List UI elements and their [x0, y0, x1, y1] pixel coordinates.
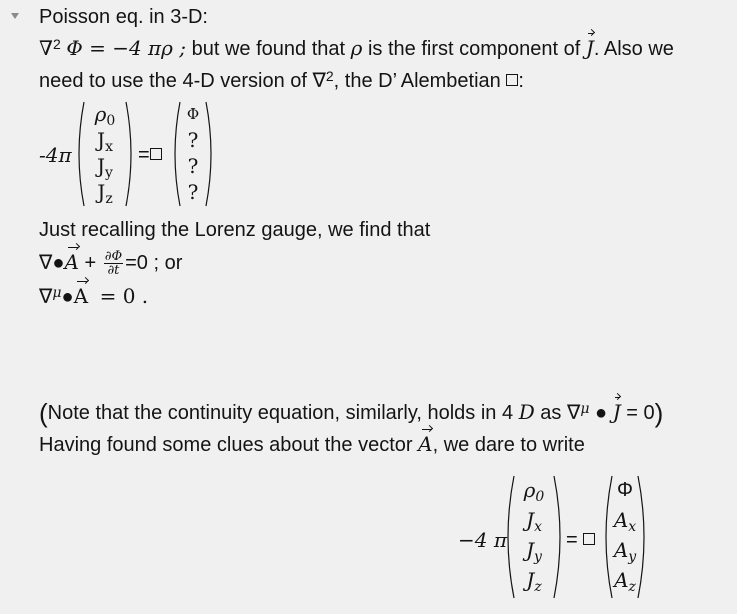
- lorenz-equation-1: [39, 250, 182, 277]
- nabla-symbol: ∇: [39, 36, 53, 60]
- text-first-component: is the first component of: [367, 38, 581, 60]
- matrix2-equals: =: [566, 528, 595, 552]
- equals-zero-or: =0 ; or: [125, 252, 183, 274]
- nabla-exponent-2: 2: [325, 67, 334, 84]
- dot-operator: ●: [61, 286, 74, 308]
- lorenz-equation-2: [39, 284, 148, 311]
- vector-a-serif: A: [73, 284, 89, 308]
- matrix1-right-cell: Φ: [186, 105, 200, 123]
- matrix2-right-cell: Ax: [613, 508, 637, 535]
- dot-operator: ●: [595, 402, 608, 424]
- matrix2-right-close-paren: [636, 474, 652, 600]
- text-also-we: . Also we: [593, 38, 674, 60]
- text-need-4d: need to use the 4-D version of ∇: [39, 70, 326, 92]
- nabla-exponent: 2: [52, 35, 61, 52]
- note-text: Note that the continuity equation, similarly, holds in 4: [47, 402, 514, 424]
- vector-a: A: [64, 250, 79, 274]
- dare-to-write-text: , we dare to write: [432, 434, 585, 456]
- having-text: Having found some clues about the vector: [39, 434, 413, 456]
- matrix2-left-cell: Jz: [526, 568, 542, 595]
- equals-zero: = 0 .: [99, 284, 149, 308]
- partial-derivative-fraction: $\frac{\partial\Phi}{\partial t}$: [104, 249, 123, 279]
- matrix2-right-cell: Φ: [617, 479, 633, 501]
- poisson-line: [39, 36, 674, 62]
- plus-sign: +: [84, 252, 97, 274]
- matrix1-right-close-paren: [204, 100, 218, 208]
- mu-superscript: μ: [52, 284, 62, 301]
- dalembertian-box-icon: [150, 148, 162, 160]
- matrix1-left-close-paren: [124, 100, 138, 208]
- equals-zero: = 0: [626, 402, 655, 424]
- matrix1-left-vector: [84, 100, 126, 208]
- text-dalembetian: , the D’ Alembetian: [333, 70, 501, 92]
- as-nabla: as ∇: [540, 402, 581, 424]
- collapse-triangle-icon[interactable]: [11, 13, 19, 19]
- continuity-note: [39, 398, 663, 427]
- matrix1-right-cell: ?: [187, 128, 199, 152]
- matrix2-left-cell: Jy: [526, 538, 542, 565]
- text-but-we-found: but we found that: [191, 38, 346, 60]
- matrix2-left-vector: [514, 474, 554, 600]
- dalembertian-box-icon: [506, 74, 518, 86]
- matrix2-left-cell: Jx: [526, 508, 542, 535]
- matrix2-left-cell: ρ0: [523, 478, 545, 505]
- lorenz-gauge-text: Just recalling the Lorenz gauge, we find that: [39, 219, 431, 241]
- matrix2-coefficient: −4 π: [458, 528, 507, 552]
- poisson-equation: Φ = −4 πρ ;: [66, 36, 187, 60]
- section-heading: Poisson eq. in 3-D:: [39, 6, 208, 28]
- having-found-line: [39, 432, 585, 457]
- matrix1-left-cell: Jz: [97, 180, 113, 207]
- nabla-dot: ∇●: [39, 252, 65, 274]
- vector-j: J: [585, 36, 594, 60]
- nabla-symbol: ∇: [39, 286, 53, 308]
- d-symbol: D: [518, 400, 535, 424]
- vector-a: A: [418, 432, 433, 456]
- matrix1-equals: =: [138, 143, 162, 167]
- open-paren: (: [39, 398, 48, 428]
- matrix1-left-cell: Jy: [97, 154, 113, 181]
- dalembertian-box-icon: [583, 533, 595, 545]
- matrix1-right-cell: ?: [187, 180, 199, 204]
- matrix2-right-cell: Az: [614, 568, 636, 595]
- matrix1-coefficient: -4π: [39, 143, 72, 167]
- vector-j: J: [612, 400, 621, 424]
- dalembertian-line: need to use the 4-D version of ∇$^2$, the D’ Alembetian :: [39, 67, 524, 92]
- close-paren: ): [654, 398, 664, 428]
- matrix1-left-cell: ρ0: [94, 102, 116, 129]
- matrix1-right-cell: ?: [187, 154, 199, 178]
- matrix1-left-cell: Jx: [97, 128, 113, 155]
- matrix2-right-cell: Ay: [613, 538, 637, 565]
- mu-superscript: μ: [580, 400, 590, 417]
- rho-symbol: ρ: [350, 36, 363, 60]
